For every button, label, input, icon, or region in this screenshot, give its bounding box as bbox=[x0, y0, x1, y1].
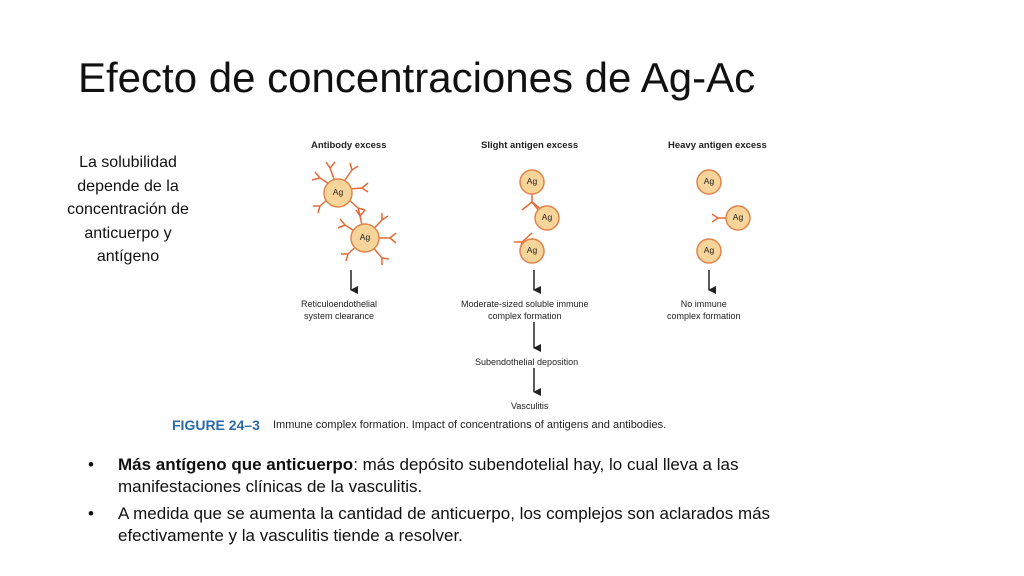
figure-number: FIGURE 24–3 bbox=[172, 417, 260, 433]
step-subendothelial-deposition: Subendothelial deposition bbox=[475, 357, 579, 367]
outcome-no-immune-complex: No immune complex formation bbox=[667, 299, 741, 321]
outcome-reticuloendothelial-clearance: Reticuloendothelial system clearance bbox=[301, 299, 378, 321]
slide-title: Efecto de concentraciones de Ag-Ac bbox=[78, 54, 756, 101]
heading-antibody-excess: Antibody excess bbox=[311, 140, 387, 151]
ag-label: Ag bbox=[332, 187, 344, 197]
heading-heavy-antigen-excess: Heavy antigen excess bbox=[668, 140, 767, 151]
ag-label: Ag bbox=[732, 212, 744, 222]
immune-complex-figure bbox=[170, 130, 790, 440]
ag-label: Ag bbox=[703, 245, 715, 255]
ag-label: Ag bbox=[359, 232, 371, 242]
ag-label: Ag bbox=[526, 176, 538, 186]
outcome-soluble-immune-complex: Moderate-sized soluble immune complex formation bbox=[461, 299, 589, 321]
heading-slight-antigen-excess: Slight antigen excess bbox=[481, 140, 579, 151]
ag-label: Ag bbox=[541, 212, 553, 222]
bullet-bold: Más antígeno que anticuerpo bbox=[118, 455, 354, 474]
ag-label: Ag bbox=[526, 245, 538, 255]
figure-caption: Immune complex formation. Impact of concentrations of antigens and antibodies. bbox=[273, 419, 667, 431]
bullet-dot-icon: • bbox=[88, 504, 94, 523]
bullet-item bbox=[88, 503, 848, 547]
bullet-item bbox=[88, 454, 848, 498]
side-note: La solubilidad depende de la concentración de anticuerpo y antígeno bbox=[67, 154, 189, 265]
bullet-text: : más depósito subendotelial hay, lo cual lleva a las manifestaciones clínicas de la vasculitis. bbox=[118, 455, 739, 496]
bullet-list bbox=[88, 454, 848, 552]
step-vasculitis: Vasculitis bbox=[511, 401, 549, 411]
ag-label: Ag bbox=[703, 176, 715, 186]
bullet-text: A medida que se aumenta la cantidad de anticuerpo, los complejos son aclarados más efectivamente y la vasculitis tiende a resolver. bbox=[118, 504, 771, 545]
bullet-dot-icon: • bbox=[88, 455, 94, 474]
